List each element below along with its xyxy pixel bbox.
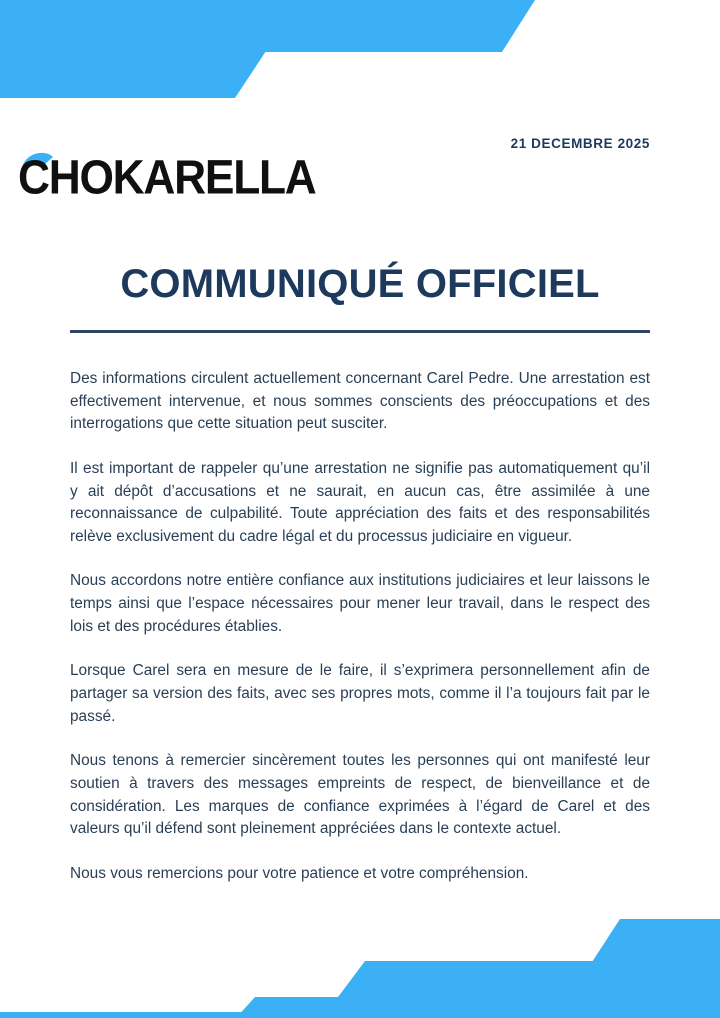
paragraph-2: Il est important de rappeler qu’une arrestation ne signifie pas automatiquement qu’il y ait dépôt d’accusations et ne saurait, en aucun cas, être assimilée à une reconnaissance de culpabilité. Toute appréciation des faits et des responsabilités relève exclusivement du cadre légal et du processus judiciaire en vigueur.	[70, 459, 650, 545]
bottom-band-upper	[590, 919, 720, 965]
title-block	[0, 262, 720, 306]
top-band-upper	[0, 0, 535, 52]
paragraph-3: Nous accordons notre entière confiance aux institutions judiciaires et leur laissons le temps ainsi que l’espace nécessaires pour mener leur travail, dans le respect des lois et des procédures établies.	[70, 572, 650, 635]
bottom-edge-strip	[0, 1012, 720, 1018]
page-title: COMMUNIQUÉ OFFICIEL	[120, 262, 600, 306]
top-decoration-banner	[0, 0, 720, 115]
paragraph-1: Des informations circulent actuellement concernant Carel Pedre. Une arrestation est effectivement intervenue, et nous sommes conscients des préoccupations et des interrogations que cette situation peut susciter.	[70, 370, 650, 433]
bottom-band-lower	[236, 997, 720, 1018]
title-divider	[70, 330, 650, 333]
paragraph-6: Nous vous remercions pour votre patience et votre compréhension.	[70, 864, 529, 882]
logo-wordmark: CHOKARELLA	[18, 152, 316, 198]
bottom-band-middle	[335, 961, 720, 1001]
document-header	[0, 130, 720, 210]
chokarella-logo	[18, 152, 348, 198]
paragraph-4: Lorsque Carel sera en mesure de le faire, il s’exprimera personnellement afin de partager sa version des faits, avec ses propres mots, comme il l’a toujours fait par le passé.	[70, 662, 650, 725]
bottom-decoration-banner	[0, 903, 720, 1018]
document-date: 21 DECEMBRE 2025	[510, 136, 650, 151]
top-band-lower	[0, 48, 268, 98]
paragraph-5: Nous tenons à remercier sincèrement toutes les personnes qui ont manifesté leur soutien à travers des messages empreints de respect, de bienveillance et de considération. Les marques de confiance exprimées à l’égard de Carel et des valeurs qu’il défend sont pleinement appréciées dans le contexte actuel.	[70, 752, 650, 838]
release-body	[70, 368, 650, 886]
